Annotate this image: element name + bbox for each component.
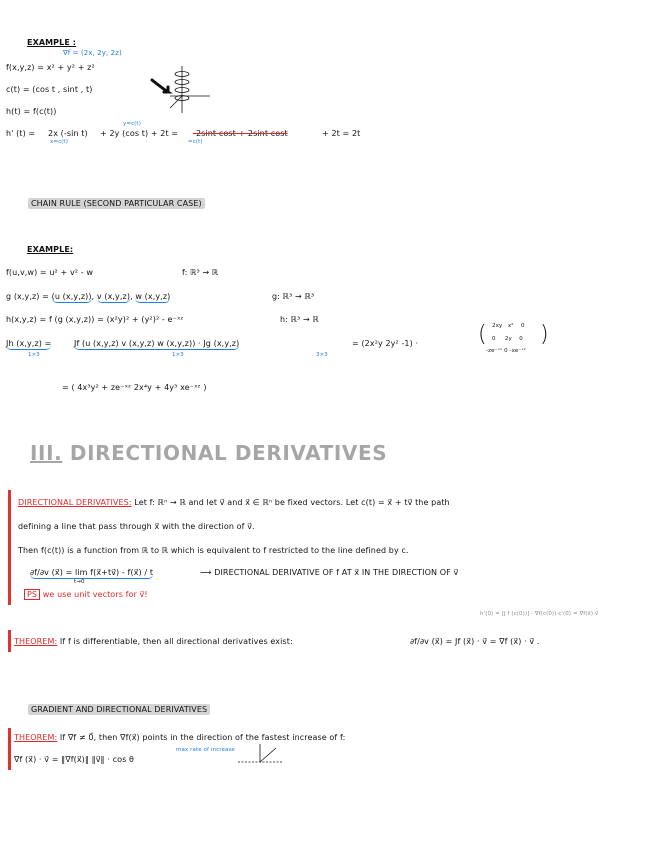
g-v-component: v (x,y,z) [96, 292, 131, 301]
note-z: =c(t) [188, 139, 203, 145]
example2-f-map: f: ℝ³ → ℝ [182, 268, 219, 277]
hprime-term2: + 2y (cos t) + 2t = [100, 129, 179, 138]
dd-arrow-text: ⟶ DIRECTIONAL DERIVATIVE OF f AT x⃗ IN THE DIRECTION OF v⃗ [200, 568, 459, 577]
def-line-1: DIRECTIONAL DERIVATIVES: Let f: ℝⁿ → ℝ and let v⃗ and x⃗ ∈ ℝⁿ be fixed vectors. Let c(t) = x⃗ + tv⃗ the path [18, 498, 450, 507]
gradient-note: ∇f = (2x, 2y, 2z) [63, 49, 122, 57]
theorem1-line: THEOREM: If f is differentiable, then all directional derivatives exist: [14, 637, 293, 646]
matrix-right-paren: ) [540, 322, 549, 347]
side-note: h'(0) = [J f (c(0))] · ∇f(c(0))·c'(0) = ∇f(x⃗)·v⃗ [480, 611, 599, 617]
def-line-2: defining a line that pass through x⃗ with the direction of v⃗. [18, 522, 255, 531]
example1-heading: EXAMPLE : [27, 38, 77, 47]
def-label: DIRECTIONAL DERIVATIVES: [18, 498, 132, 507]
ps-line: PS we use unit vectors for v⃗! [24, 590, 148, 599]
theorem2-margin-bar [8, 728, 11, 770]
g-w-component: w (x,y,z) [135, 292, 171, 301]
theorem2-label: THEOREM: [14, 733, 58, 742]
example1-f-def: f(x,y,z) = x² + y² + z² [6, 63, 95, 72]
dd-formula: ∂f/∂v (x⃗) = lim f(x⃗+tv⃗) - f(x⃗) / t [30, 568, 154, 577]
matrix-row-2: 0 2y 0 [492, 336, 523, 342]
section3-title [30, 441, 387, 465]
note-y: y=c(t) [123, 121, 141, 127]
section3-number: III. [30, 441, 63, 465]
example2-h-map: h: ℝ³ → ℝ [280, 315, 319, 324]
theorem2-line: THEOREM: If ∇f ≠ 0⃗, then ∇f(x⃗) points in the direction of the fastest increase of f: [14, 733, 346, 742]
gradient-section-label: GRADIENT AND DIRECTIONAL DERIVATIVES [28, 705, 210, 714]
example1-c-def: c(t) = (cos t , sint , t) [6, 85, 93, 94]
jh-lhs: Jh (x,y,z) = [6, 339, 52, 348]
jh-sub2: 1×3 [172, 352, 184, 358]
theorem1-formula: ∂f/∂v (x⃗) = Jf (x⃗) · v⃗ = ∇f (x⃗) · v⃗ . [410, 637, 540, 646]
hprime-end: + 2t = 2t [322, 129, 361, 138]
matrix-row-3: -ze⁻ˣᶻ 0 -xe⁻ˣᶻ [486, 348, 526, 354]
def-line-3: Then f(c(t)) is a function from ℝ to ℝ which is equivalent to f restricted to the line defined by c. [18, 546, 409, 555]
jh-row: = (2x²y 2y² -1) · [352, 339, 419, 348]
hprime-start: h' (t) = [6, 129, 36, 138]
example1-h-def: h(t) = f(c(t)) [6, 107, 57, 116]
definition-margin-bar [8, 490, 11, 605]
example2-g-def: g (x,y,z) = (u (x,y,z)), v (x,y,z), w (x,y,z) [6, 292, 171, 301]
example2-g-map: g: ℝ³ → ℝ³ [272, 292, 315, 301]
ps-box: PS [24, 589, 40, 600]
chain-rule-label: CHAIN RULE (SECOND PARTICULAR CASE) [28, 199, 205, 208]
note-x: x=c(t) [50, 139, 68, 145]
matrix-left-paren: ( [478, 322, 487, 347]
helix-sketch [130, 58, 220, 118]
g-u-component: (u (x,y,z)) [51, 292, 92, 301]
section3-title-text: DIRECTIONAL DERIVATIVES [69, 441, 388, 465]
theorem2-note: max rate of increase [176, 747, 235, 753]
jh-sub3: 3×3 [316, 352, 328, 358]
angle-sketch [236, 742, 286, 770]
hprime-cancel: -2sint cost + 2sint cost [193, 129, 288, 138]
dd-formula-limit: t→0 [74, 579, 85, 585]
jh-sub1: 1×3 [28, 352, 40, 358]
theorem2-formula: ∇f (x⃗) · v⃗ = ‖∇f(x⃗)‖ ‖v⃗‖ · cos θ [14, 755, 134, 764]
hprime-term1: 2x (-sin t) [48, 129, 88, 138]
jh-mid: Jf (u (x,y,z) v (x,y,z) w (x,y,z)) · Jg (x,y,z) [74, 339, 240, 348]
example2-f-def: f(u,v,w) = u² + v² - w [6, 268, 94, 277]
example2-h-def: h(x,y,z) = f (g (x,y,z)) = (x²y)² + (y²)² - e⁻ˣᶻ [6, 315, 184, 324]
example2-heading: EXAMPLE: [27, 245, 74, 254]
matrix-row-1: 2xy x² 0 [492, 323, 525, 329]
theorem1-label: THEOREM: [14, 637, 58, 646]
example2-result: = ( 4x³y² + ze⁻ˣᶻ 2x⁴y + 4y³ xe⁻ˣᶻ ) [62, 383, 207, 392]
theorem1-margin-bar [8, 630, 11, 652]
